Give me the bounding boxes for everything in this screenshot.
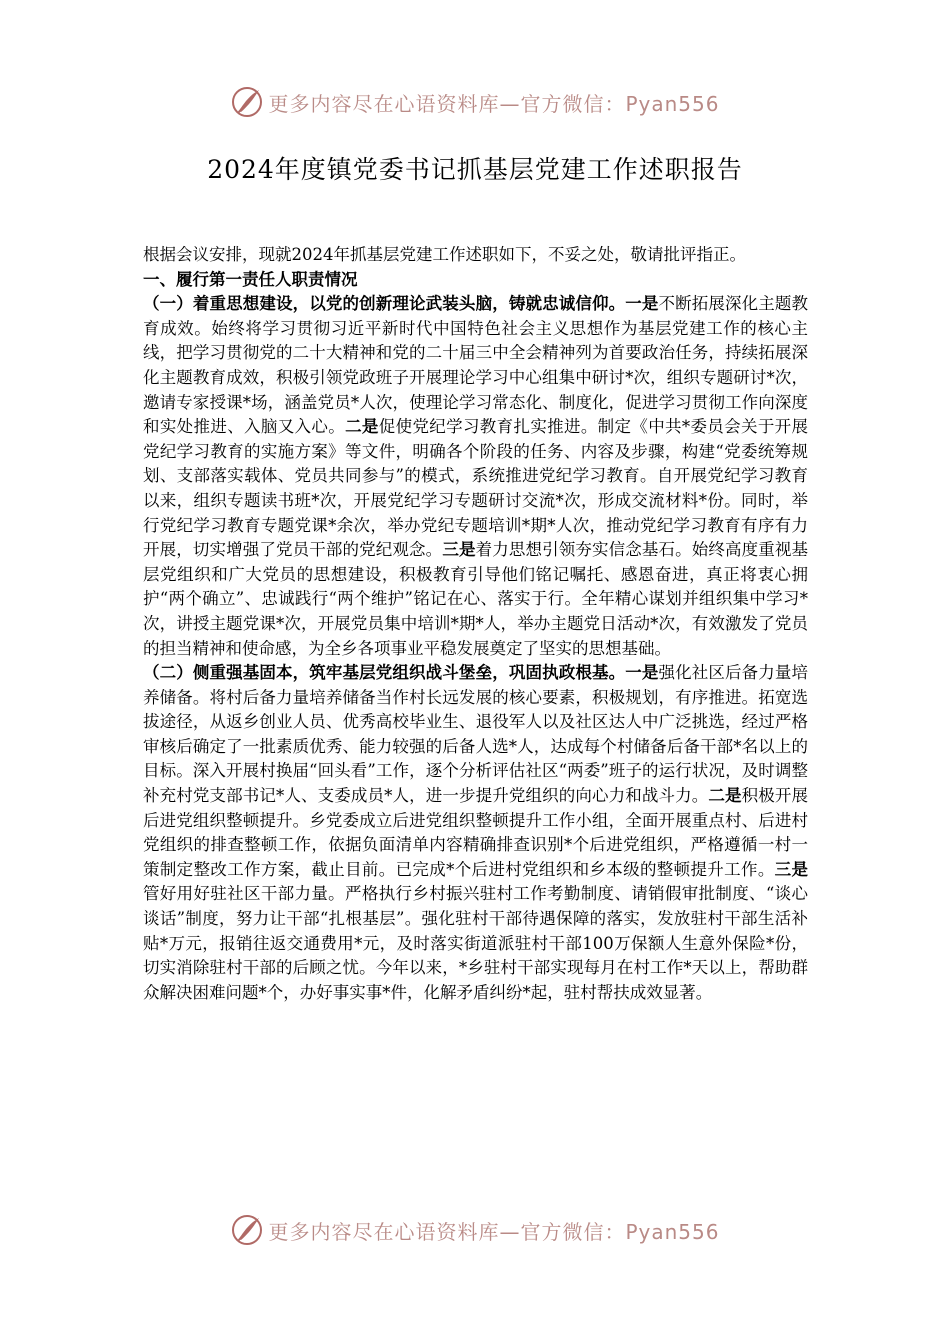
part-2-text-2: 积极开展后进党组织整顿提升。乡党委成立后进党组织整顿提升工作小组，全面开展重点村、后进村党组织的排查整顿工作，依据负面清单内容精确排查识别*个后进党组织，严格遵循一村一策制定整改工作方案，截止目前。已完成*个后进村党组织和乡本级的整顿提升工作。 <box>143 786 808 879</box>
watermark-bottom <box>0 1210 950 1250</box>
part-2-text-3: 管好用好驻社区干部力量。严格执行乡村振兴驻村工作考勤制度、请销假审批制度、“谈心谈话”制度，努力让干部“扎根基层”。强化驻村干部待遇保障的落实，发放驻村干部生活补贴*万元，报销往返交通费用*元，及时落实街道派驻村干部100万保额人生意外保险*份，切实消除驻村干部的后顾之忧。今年以来，*乡驻村干部实现每月在村工作*天以上，帮助群众解决困难问题*个，办好事实事*件，化解矛盾纠纷*起，驻村帮扶成效显著。 <box>143 884 808 1002</box>
watermark-text: 更多内容尽在心语资料库—官方微信：Pyan556 <box>268 1219 720 1244</box>
part-2-text-1: 强化社区后备力量培养储备。将村后备力量培养储备当作村长远发展的核心要素，积极规划，有序推进。拓宽选拔途径，从返乡创业人员、优秀高校毕业生、退役军人以及社区达人中广泛挑选，经过严格审核后确定了一批素质优秀、能力较强的后备人选*人，达成每个村储备后备干部*名以上的目标。深入开展村换届“回头看”工作，逐个分析评估社区“两委”班子的运行状况，及时调整补充村党支部书记*人、支委成员*人，进一步提升党组织的向心力和战斗力。 <box>143 663 809 806</box>
page-title: 2024年度镇党委书记抓基层党建工作述职报告 <box>207 155 743 184</box>
part-2-lead-2: 二是 <box>708 786 742 806</box>
part-2-heading: （二）侧重强基固本，筑牢基层党组织战斗堡垒，巩固执政根基。 <box>143 663 626 683</box>
part-1-text-1: 不断拓展深化主题教育成效。始终将学习贯彻习近平新时代中国特色社会主义思想作为基层党建工作的核心主线，把学习贯彻党的二十大精神和党的二十届三中全会精神列为首要政治任务，持续拓展深化主题教育成效，积极引领党政班子开展理论学习中心组集中研讨*次，组织专题研讨*次，邀请专家授课*场，涵盖党员*人次，使理论学习常态化、制度化，促进学习贯彻工作向深度和实处推进、入脑又入心。 <box>143 294 809 437</box>
part-1-text-2: 促使党纪学习教育扎实推进。制定《中共*委员会关于开展党纪学习教育的实施方案》等文件，明确各个阶段的任务、内容及步骤，构建“党委统筹规划、支部落实载体、党员共同参与”的模式，系统推进党纪学习教育。自开展党纪学习教育以来，组织专题读书班*次，开展党纪学习专题研讨交流*次，形成交流材料*份。同时，举行党纪学习教育专题党课*余次，举办党纪专题培训*期*人次，推动党纪学习教育有序有力开展，切实增强了党员干部的党纪观念。 <box>143 417 809 560</box>
part-2-lead-1: 一是 <box>625 663 659 683</box>
part-1-heading: （一）着重思想建设，以党的创新理论武装头脑，铸就忠诚信仰。 <box>143 294 626 314</box>
part-1-lead-1: 一是 <box>625 294 659 314</box>
watermark-top <box>0 82 950 122</box>
part-2-paragraph <box>143 661 808 1005</box>
section-1-heading: 一、履行第一责任人职责情况 <box>143 269 358 289</box>
watermark-text: 更多内容尽在心语资料库—官方微信：Pyan556 <box>268 91 720 116</box>
part-1-text-3: 着力思想引领夯实信念基石。始终高度重视基层党组织和广大党员的思想建设，积极教育引导他们铭记嘱托、感恩奋进，真正将衷心拥护“两个确立”、忠诚践行“两个维护”铭记在心、落实于行。全年精心谋划并组织集中学习*次，讲授主题党课*次，开展党员集中培训*期*人，举办主题党日活动*次，有效激发了党员的担当精神和使命感，为全乡各项事业平稳发展奠定了坚实的思想基础。 <box>143 540 809 658</box>
part-1-lead-3: 三是 <box>442 540 476 560</box>
part-1-paragraph <box>143 292 808 661</box>
feather-logo-icon <box>230 85 264 119</box>
document-body <box>143 243 808 1005</box>
intro-paragraph: 根据会议安排，现就2024年抓基层党建工作述职如下，不妥之处，敬请批评指正。 <box>143 245 746 264</box>
feather-logo-icon <box>230 1213 264 1247</box>
part-1-lead-2: 二是 <box>345 417 379 437</box>
part-2-lead-3: 三是 <box>774 859 809 879</box>
